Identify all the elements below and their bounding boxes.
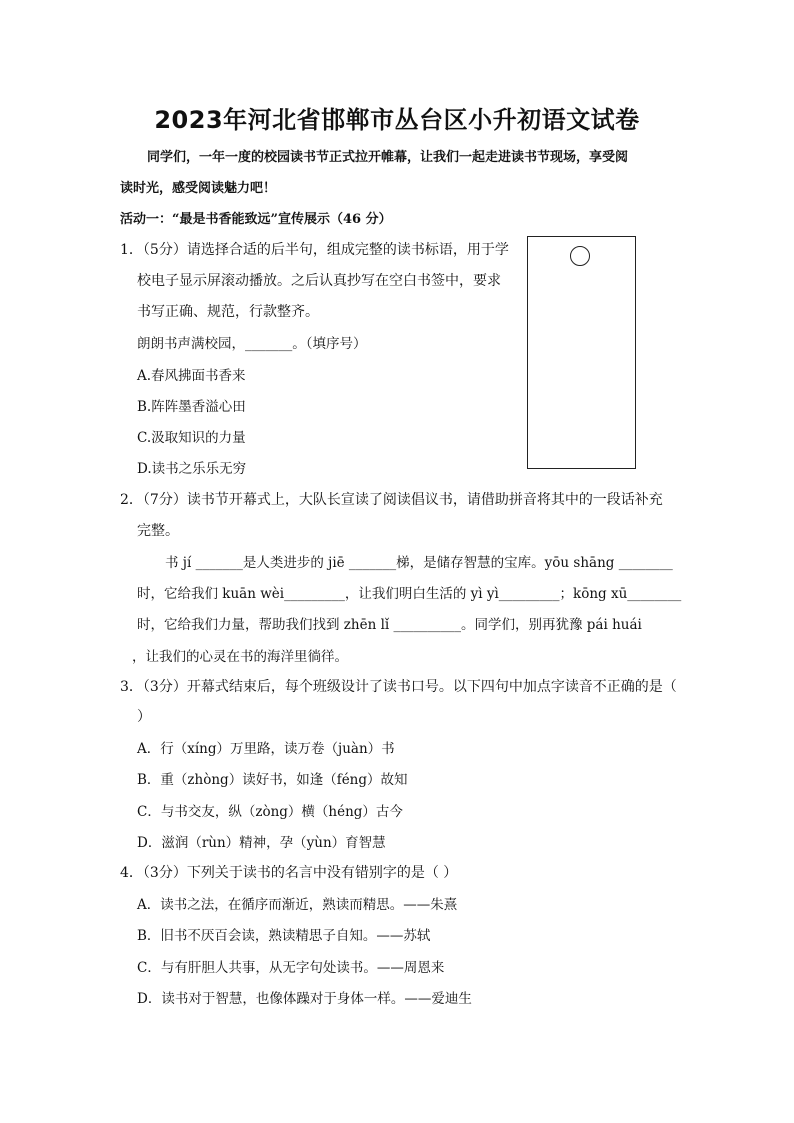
intro-line-2: 读时光，感受阅读魅力吧！ — [120, 181, 277, 196]
q2-line-2: 完整。 — [137, 523, 179, 539]
activity-heading: 活动一：“最是书香能致远”宣传展示（46 分） — [120, 212, 392, 227]
q2-line-3: 书 jí _______是人类进步的 jiē _______梯，是储存智慧的宝库。yōu shāng ________ — [165, 555, 673, 571]
q3-line-2: ） — [137, 709, 151, 725]
q1-option-b: B.阵阵墨香溢心田 — [137, 399, 246, 415]
q3-option-b: B．重（zhòng）读好书，如逢（féng）故知 — [137, 772, 408, 788]
q4-option-c: C．与有肝胆人共事，从无字句处读书。——周恩来 — [137, 960, 445, 976]
q4-option-a: A．读书之法，在循序而渐近，熟读而精思。——朱熹 — [137, 897, 458, 913]
q1-line-1: 1．（5分）请选择合适的后半句，组成完整的读书标语，用于学 — [120, 242, 509, 258]
q1-option-d: D.读书之乐乐无穷 — [137, 461, 247, 477]
q2-line-4: 时，它给我们 kuān wèi_________，让我们明白生活的 yì yì_________；kōng xū________ — [137, 586, 682, 602]
q1-option-a: A.春风拂面书香来 — [137, 368, 246, 384]
q3-option-c: C．与书交友，纵（zòng）横（héng）古今 — [137, 804, 403, 820]
q3-option-a: A．行（xíng）万里路，读万卷（juàn）书 — [137, 741, 395, 757]
intro-line-1: 同学们，一年一度的校园读书节正式拉开帷幕，让我们一起走进读书节现场，享受阅 — [147, 150, 629, 165]
bookmark-hole-icon — [570, 246, 590, 266]
blank-bookmark — [527, 236, 636, 469]
q1-line-2: 校电子显示屏滚动播放。之后认真抄写在空白书签中，要求 — [137, 273, 501, 289]
q4-option-b: B．旧书不厌百会读，熟读精思子自知。——苏轼 — [137, 928, 431, 944]
q1-line-3: 书写正确、规范，行款整齐。 — [137, 304, 319, 320]
q3-line-1: 3．（3分）开幕式结束后，每个班级设计了读书口号。以下四句中加点字读音不正确的是（ — [120, 679, 677, 695]
q1-prompt: 朗朗书声满校园，_______。（填序号） — [137, 336, 367, 352]
q2-line-1: 2．（7分）读书节开幕式上，大队长宣读了阅读倡议书，请借助拼音将其中的一段话补充 — [120, 492, 663, 508]
q3-option-d: D．滋润（rùn）精神，孕（yùn）育智慧 — [137, 835, 386, 851]
page-title: 2023年河北省邯郸市丛台区小升初语文试卷 — [154, 106, 640, 134]
q4-line-1: 4．（3分）下列关于读书的名言中没有错别字的是（ ） — [120, 865, 458, 881]
q2-line-5: 时，它给我们力量，帮助我们找到 zhēn lǐ __________。同学们，别再犹豫 pái huái — [137, 617, 642, 633]
q4-option-d: D．读书对于智慧，也像体躁对于身体一样。——爱迪生 — [137, 991, 472, 1007]
q1-option-c: C.汲取知识的力量 — [137, 430, 246, 446]
q2-line-6: ，让我们的心灵在书的海洋里徜徉。 — [132, 649, 348, 665]
